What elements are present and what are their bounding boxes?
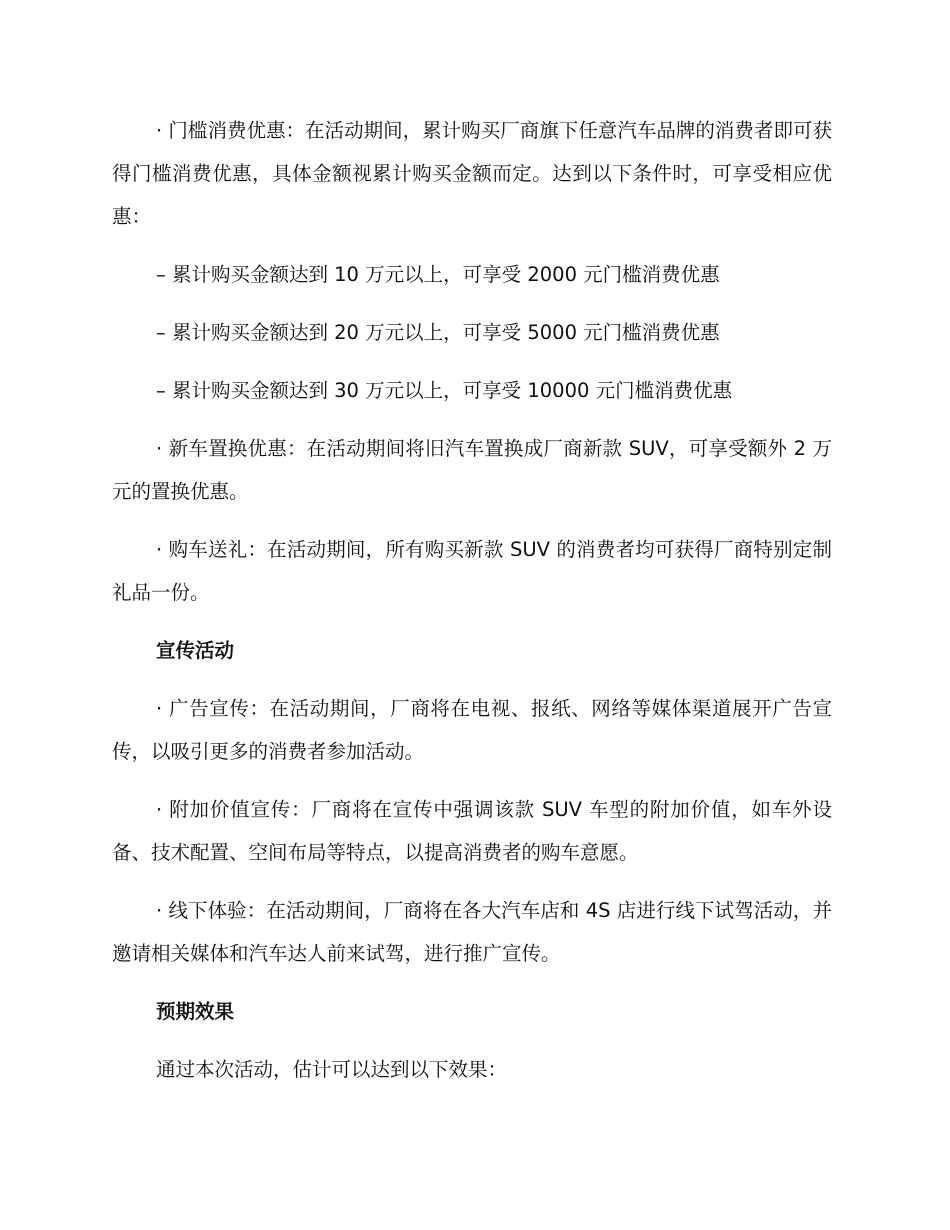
paragraph-advertising: · 广告宣传：在活动期间，厂商将在电视、报纸、网络等媒体渠道展开广告宣传，以吸引更多的消费者参加活动。 xyxy=(112,697,832,763)
paragraph-results-intro: 通过本次活动，估计可以达到以下效果： xyxy=(156,1058,508,1081)
section-heading-promotion: 宣传活动 xyxy=(156,639,235,662)
paragraph-offline-experience: · 线下体验：在活动期间，厂商将在各大汽车店和 4S 店进行线下试驾活动，并邀请相关媒体和汽车达人前来试驾，进行推广宣传。 xyxy=(112,899,832,965)
paragraph-gift: · 购车送礼：在活动期间，所有购买新款 SUV 的消费者均可获得厂商特别定制礼品一份。 xyxy=(112,538,832,604)
paragraph-tier-10w: – 累计购买金额达到 10 万元以上，可享受 2000 元门槛消费优惠 xyxy=(156,263,720,286)
document-page xyxy=(112,109,832,1106)
paragraph-tier-20w: – 累计购买金额达到 20 万元以上，可享受 5000 元门槛消费优惠 xyxy=(156,321,720,344)
paragraph-threshold-discount: · 门槛消费优惠：在活动期间，累计购买厂商旗下任意汽车品牌的消费者即可获得门槛消费优惠，具体金额视累计购买金额而定。达到以下条件时，可享受相应优惠： xyxy=(112,119,832,228)
paragraph-trade-in: · 新车置换优惠：在活动期间将旧汽车置换成厂商新款 SUV，可享受额外 2 万元的置换优惠。 xyxy=(112,437,832,503)
paragraph-tier-30w: – 累计购买金额达到 30 万元以上，可享受 10000 元门槛消费优惠 xyxy=(156,379,733,402)
paragraph-added-value: · 附加价值宣传：厂商将在宣传中强调该款 SUV 车型的附加价值，如车外设备、技术配置、空间布局等特点，以提高消费者的购车意愿。 xyxy=(112,798,832,864)
section-heading-expected-results: 预期效果 xyxy=(156,1000,235,1023)
